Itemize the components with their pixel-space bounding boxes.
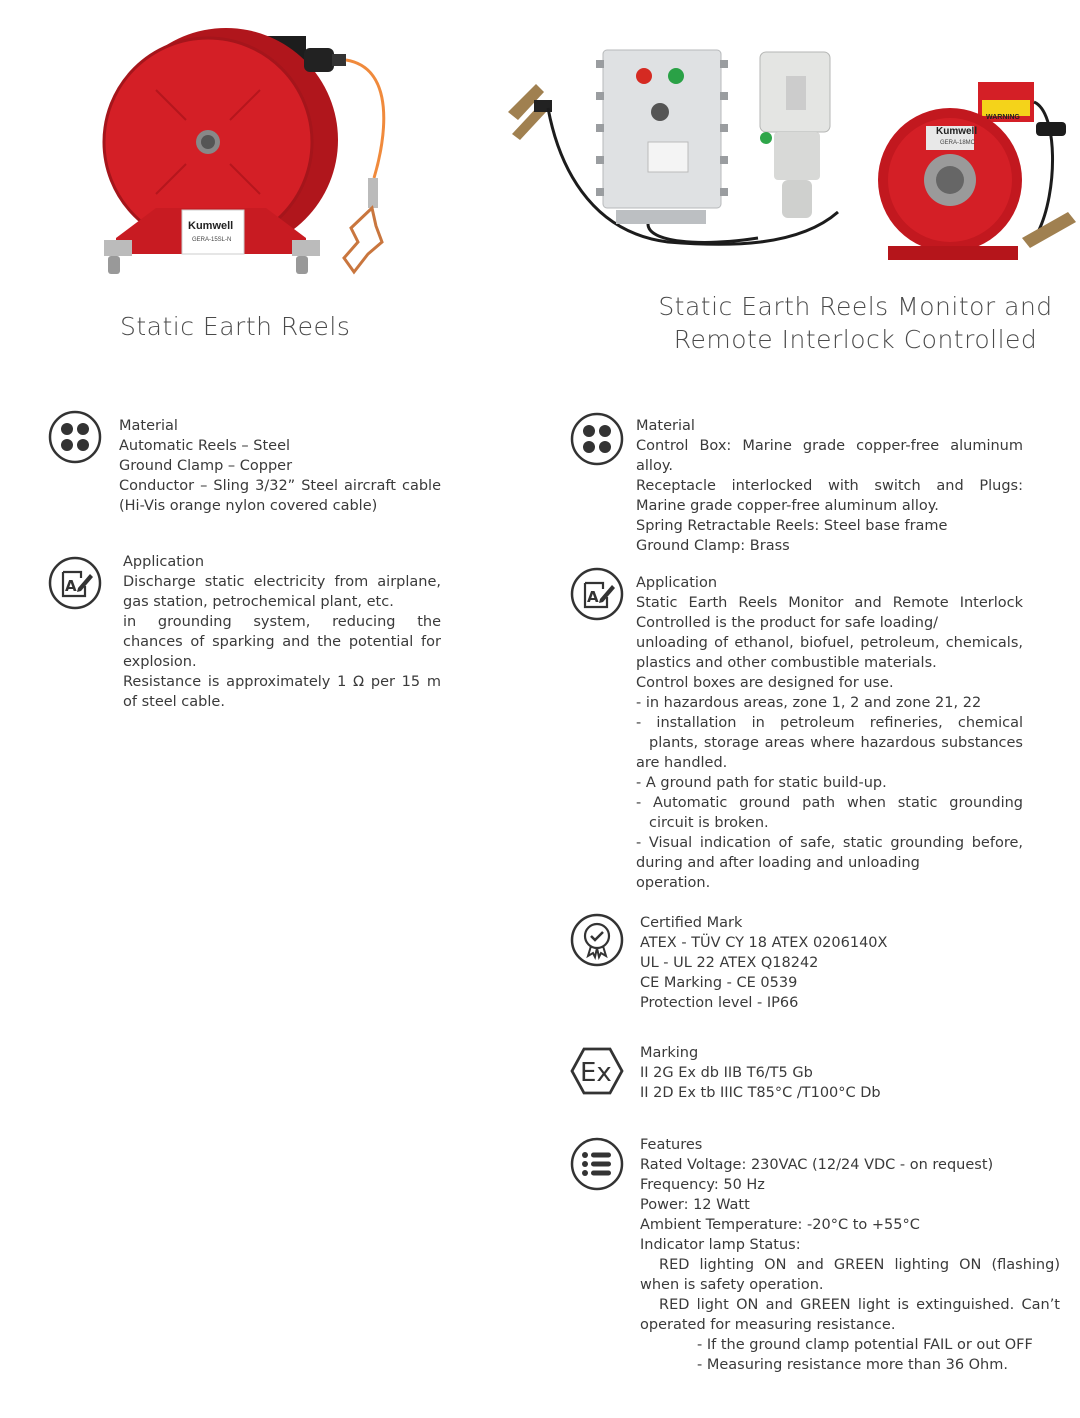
monitor-interlock-image — [498, 42, 1080, 268]
right-features-line: Rated Voltage: 230VAC (12/24 VDC - on request) — [640, 1157, 994, 1173]
right-features-line: RED lighting ON and GREEN lighting ON (flashing) — [659, 1257, 1060, 1273]
document-pen-icon — [48, 556, 102, 610]
reel-brand-label: Kumwell — [188, 220, 234, 232]
left-application-line: of steel cable. — [123, 694, 225, 710]
right-certified-line: UL - UL 22 ATEX Q18242 — [640, 955, 819, 971]
right-application-line: circuit is broken. — [649, 815, 769, 831]
left-application-line: gas station, petrochemical plant, etc. — [123, 594, 394, 610]
right-certified-line: CE Marking - CE 0539 — [640, 975, 798, 991]
right-application-line: Control boxes are designed for use. — [636, 675, 894, 691]
right-title — [648, 290, 1063, 356]
right-application-line: - installation in petroleum refineries, chemical — [636, 715, 1023, 731]
right-features-line: - Measuring resistance more than 36 Ohm. — [697, 1357, 1008, 1373]
left-material-line: (Hi-Vis orange nylon covered cable) — [119, 498, 378, 514]
reel-warning-label: WARNING — [986, 114, 1020, 121]
right-certified-heading: Certified Mark — [640, 915, 743, 931]
right-application-line: plastics and other combustible materials. — [636, 655, 937, 671]
right-title-line1: Static Earth Reels Monitor and — [658, 292, 1053, 321]
left-application-block — [123, 552, 441, 712]
four-dots-icon — [570, 412, 624, 466]
right-material-heading: Material — [636, 418, 695, 434]
left-material-block — [119, 416, 441, 516]
left-application-line: in grounding system, reducing the — [123, 614, 441, 630]
left-application-line: Resistance is approximately 1 Ω per 15 m — [123, 674, 441, 690]
right-application-line: plants, storage areas where hazardous substances — [649, 735, 1023, 751]
right-features-block — [640, 1135, 1060, 1375]
right-application-line: during and after loading and unloading — [636, 855, 920, 871]
right-application-line: unloading of ethanol, biofuel, petroleum, chemicals, — [636, 635, 1023, 651]
right-marking-heading: Marking — [640, 1045, 699, 1061]
left-title: Static Earth Reels — [120, 312, 351, 341]
right-material-block — [636, 416, 1023, 556]
left-application-heading: Application — [123, 554, 205, 570]
right-application-line: - A ground path for static build-up. — [636, 775, 887, 791]
right-features-heading: Features — [640, 1137, 703, 1153]
right-material-line: Marine grade copper-free aluminum alloy. — [636, 498, 939, 514]
left-application-line: chances of sparking and the potential for — [123, 634, 441, 650]
right-application-line: Controlled is the product for safe loading/ — [636, 615, 939, 631]
right-marking-block — [640, 1043, 940, 1103]
svg-text:Ex: Ex — [580, 1058, 612, 1088]
right-application-line: are handled. — [636, 755, 728, 771]
right-application-heading: Application — [636, 575, 718, 591]
reel-model-label: GERA-15SL-N — [192, 237, 232, 243]
right-application-line: - Visual indication of safe, static grounding before, — [636, 835, 1023, 851]
right-features-line: Power: 12 Watt — [640, 1197, 750, 1213]
right-application-line: - Automatic ground path when static grounding — [636, 795, 1023, 811]
right-features-line: Frequency: 50 Hz — [640, 1177, 765, 1193]
list-icon — [570, 1137, 624, 1191]
right-material-line: Control Box: Marine grade copper-free aluminum — [636, 438, 1023, 454]
right-features-line: RED light ON and GREEN light is extinguished. Can’t — [659, 1297, 1060, 1313]
right-material-line: Ground Clamp: Brass — [636, 538, 790, 554]
right-material-line: Receptacle interlocked with switch and Plugs: — [636, 478, 1023, 494]
right-marking-line: II 2G Ex db IIB T6/T5 Gb — [640, 1065, 813, 1081]
left-material-line: Automatic Reels – Steel — [119, 438, 291, 454]
right-certified-line: Protection level - IP66 — [640, 995, 799, 1011]
ex-hexagon-icon — [570, 1044, 624, 1098]
svg-text:A: A — [587, 588, 599, 606]
right-features-line: when is safety operation. — [640, 1277, 824, 1293]
right-certified-block — [640, 913, 940, 1013]
left-material-line: Conductor – Sling 3/32” Steel aircraft cable — [119, 478, 441, 494]
certified-badge-icon — [570, 913, 624, 967]
svg-text:A: A — [65, 577, 77, 595]
right-marking-line: II 2D Ex tb IIIC T85°C /T100°C Db — [640, 1085, 881, 1101]
right-features-line: Ambient Temperature: -20°C to +55°C — [640, 1217, 920, 1233]
right-application-line: - in hazardous areas, zone 1, 2 and zone 21, 22 — [636, 695, 982, 711]
right-certified-line: ATEX - TÜV CY 18 ATEX 0206140X — [640, 935, 888, 951]
document-pen-icon — [570, 567, 624, 621]
right-features-line: operated for measuring resistance. — [640, 1317, 896, 1333]
four-dots-icon — [48, 410, 102, 464]
left-material-heading: Material — [119, 418, 178, 434]
right-application-line: Static Earth Reels Monitor and Remote Interlock — [636, 595, 1023, 611]
right-features-line: - If the ground clamp potential FAIL or out OFF — [697, 1337, 1033, 1353]
left-material-line: Ground Clamp – Copper — [119, 458, 293, 474]
reel-model-label: GERA-18MC — [940, 140, 976, 146]
right-features-line: Indicator lamp Status: — [640, 1237, 801, 1253]
right-application-line: operation. — [636, 875, 711, 891]
right-application-block — [636, 573, 1023, 893]
right-material-line: Spring Retractable Reels: Steel base frame — [636, 518, 948, 534]
right-title-line2: Remote Interlock Controlled — [673, 325, 1038, 354]
left-application-line: explosion. — [123, 654, 197, 670]
left-application-line: Discharge static electricity from airplane, — [123, 574, 441, 590]
reel-brand-label: Kumwell — [936, 126, 978, 137]
right-material-line: alloy. — [636, 458, 673, 474]
static-earth-reel-image — [96, 28, 396, 284]
